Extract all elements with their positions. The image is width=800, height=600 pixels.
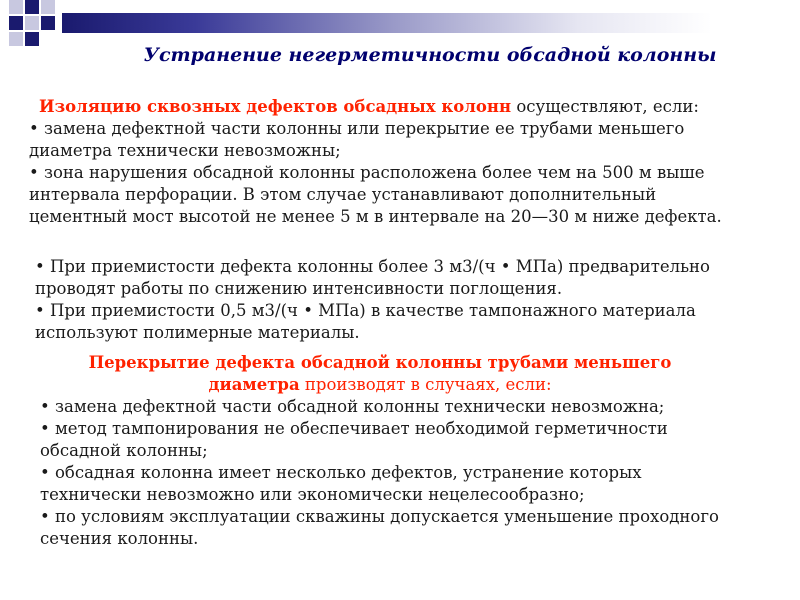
deco-square xyxy=(41,0,55,14)
heading-rest: осуществляют, если: xyxy=(511,97,699,116)
deco-square xyxy=(9,16,23,30)
text-line: • метод тампонирования не обеспечивает необходимой герметичности xyxy=(40,419,668,438)
header-gradient-bar xyxy=(62,13,800,33)
heading-rest: производят в случаях, если: xyxy=(299,375,552,394)
text-line: • замена дефектной части колонны или перекрытие ее трубами меньшего xyxy=(29,119,685,138)
section-overlap xyxy=(40,352,720,550)
deco-square xyxy=(25,16,39,30)
text-line: проводят работы по снижению интенсивности поглощения. xyxy=(35,279,563,298)
section-overlap-heading: Перекрытие дефекта обсадной колонны трубами меньшего xyxy=(88,353,672,372)
text-line: • обсадная колонна имеет несколько дефектов, устранение которых xyxy=(40,463,642,482)
text-line: обсадной колонны; xyxy=(40,441,208,460)
deco-square xyxy=(25,0,39,14)
text-line: • При приемистости 0,5 м3/(ч • МПа) в качестве тампонажного материала xyxy=(35,301,696,320)
section-overlap-heading-line2 xyxy=(40,374,720,396)
heading-highlight: Изоляцию сквозных дефектов обсадных колонн xyxy=(39,97,512,116)
text-line: • замена дефектной части обсадной колонны технически невозможна; xyxy=(40,397,665,416)
text-line: используют полимерные материалы. xyxy=(35,323,360,342)
text-line: технически невозможно или экономически нецелесообразно; xyxy=(40,485,585,504)
text-line: интервала перфорации. В этом случае устанавливают дополнительный xyxy=(29,185,657,204)
text-line: • по условиям эксплуатации скважины допускается уменьшение проходного xyxy=(40,507,719,526)
deco-square xyxy=(9,0,23,14)
section-isolation-heading xyxy=(29,96,722,118)
text-line: • зона нарушения обсадной колонны расположена более чем на 500 м выше xyxy=(29,163,705,182)
section-isolation xyxy=(29,96,722,228)
text-line: сечения колонны. xyxy=(40,529,199,548)
text-line: • При приемистости дефекта колонны более 3 м3/(ч • МПа) предварительно xyxy=(35,257,710,276)
text-line: цементный мост высотой не менее 5 м в интервале на 20—30 м ниже дефекта. xyxy=(29,207,722,226)
deco-square xyxy=(41,16,55,30)
slide-title: Устранение негерметичности обсадной колонны xyxy=(143,44,717,66)
heading-highlight: диаметра xyxy=(208,375,300,394)
section-injectivity xyxy=(35,256,710,344)
text-line: диаметра технически невозможны; xyxy=(29,141,341,160)
